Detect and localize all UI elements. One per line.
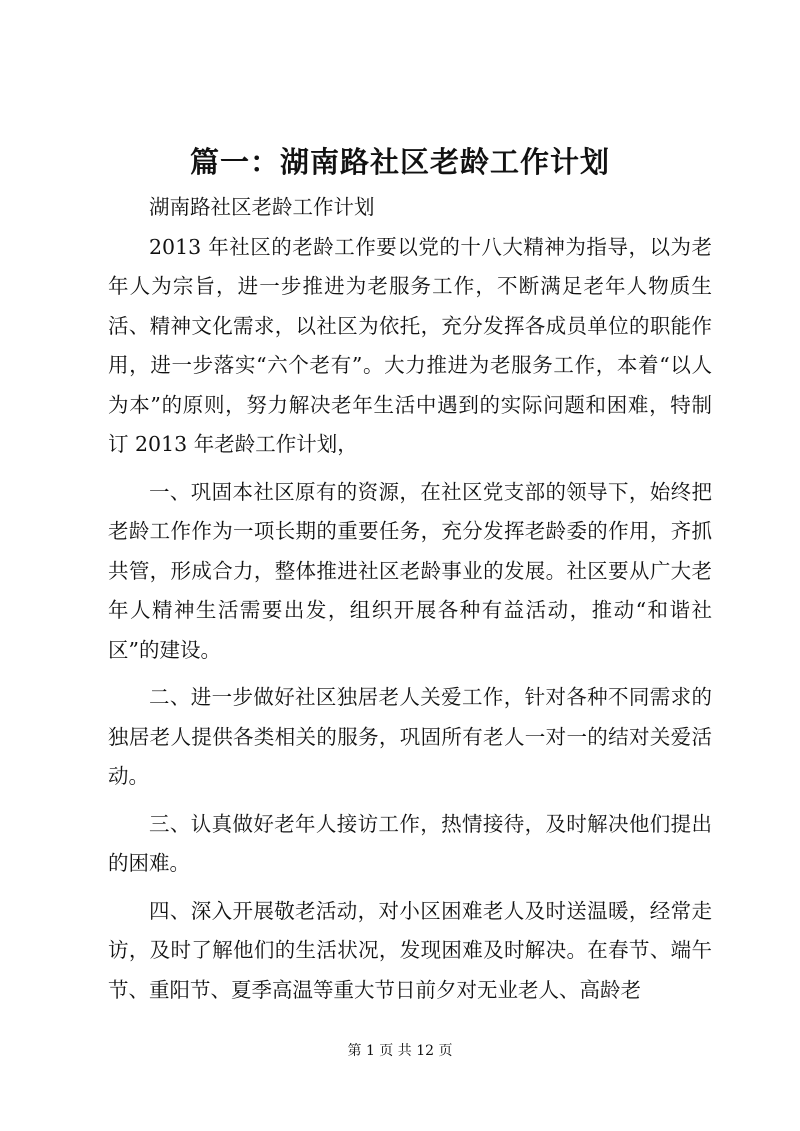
- paragraph-item-3: 三、认真做好老年人接访工作，热情接待，及时解决他们提出的困难。: [108, 811, 712, 875]
- paragraph-item-4: 四、深入开展敬老活动，对小区困难老人及时送温暖，经常走访，及时了解他们的生活状况，发现困难及时解决。在春节、端午节、重阳节、夏季高温等重大节日前夕对无业老人、高龄老: [108, 898, 712, 1002]
- paragraph-intro: 2013 年社区的老龄工作要以党的十八大精神为指导，以为老年人为宗旨，进一步推进为老服务工作，不断满足老年人物质生活、精神文化需求，以社区为依托，充分发挥各成员单位的职能作用，进一步落实“六个老有”。大力推进为老服务工作，本着“以人为本”的原则，努力解决老年生活中遇到的实际问题和困难，特制订 2013 年老龄工作计划，: [108, 234, 712, 456]
- paragraph-item-2: 二、进一步做好社区独居老人关爱工作，针对各种不同需求的独居老人提供各类相关的服务，巩固所有老人一对一的结对关爱活动。: [108, 685, 712, 788]
- document-body: [108, 188, 712, 1010]
- paragraph-subtitle: 湖南路社区老龄工作计划: [149, 195, 375, 219]
- document-title: 篇一：湖南路社区老龄工作计划: [189, 145, 610, 179]
- page-footer: 第 1 页 共 12 页: [347, 1043, 453, 1059]
- paragraph-item-1: 一、巩固本社区原有的资源，在社区党支部的领导下，始终把老龄工作作为一项长期的重要任务，充分发挥老龄委的作用，齐抓共管，形成合力，整体推进社区老龄事业的发展。社区要从广大老年人精神生活需要出发，组织开展各种有益活动，推动“和谐社区”的建设。: [108, 479, 712, 662]
